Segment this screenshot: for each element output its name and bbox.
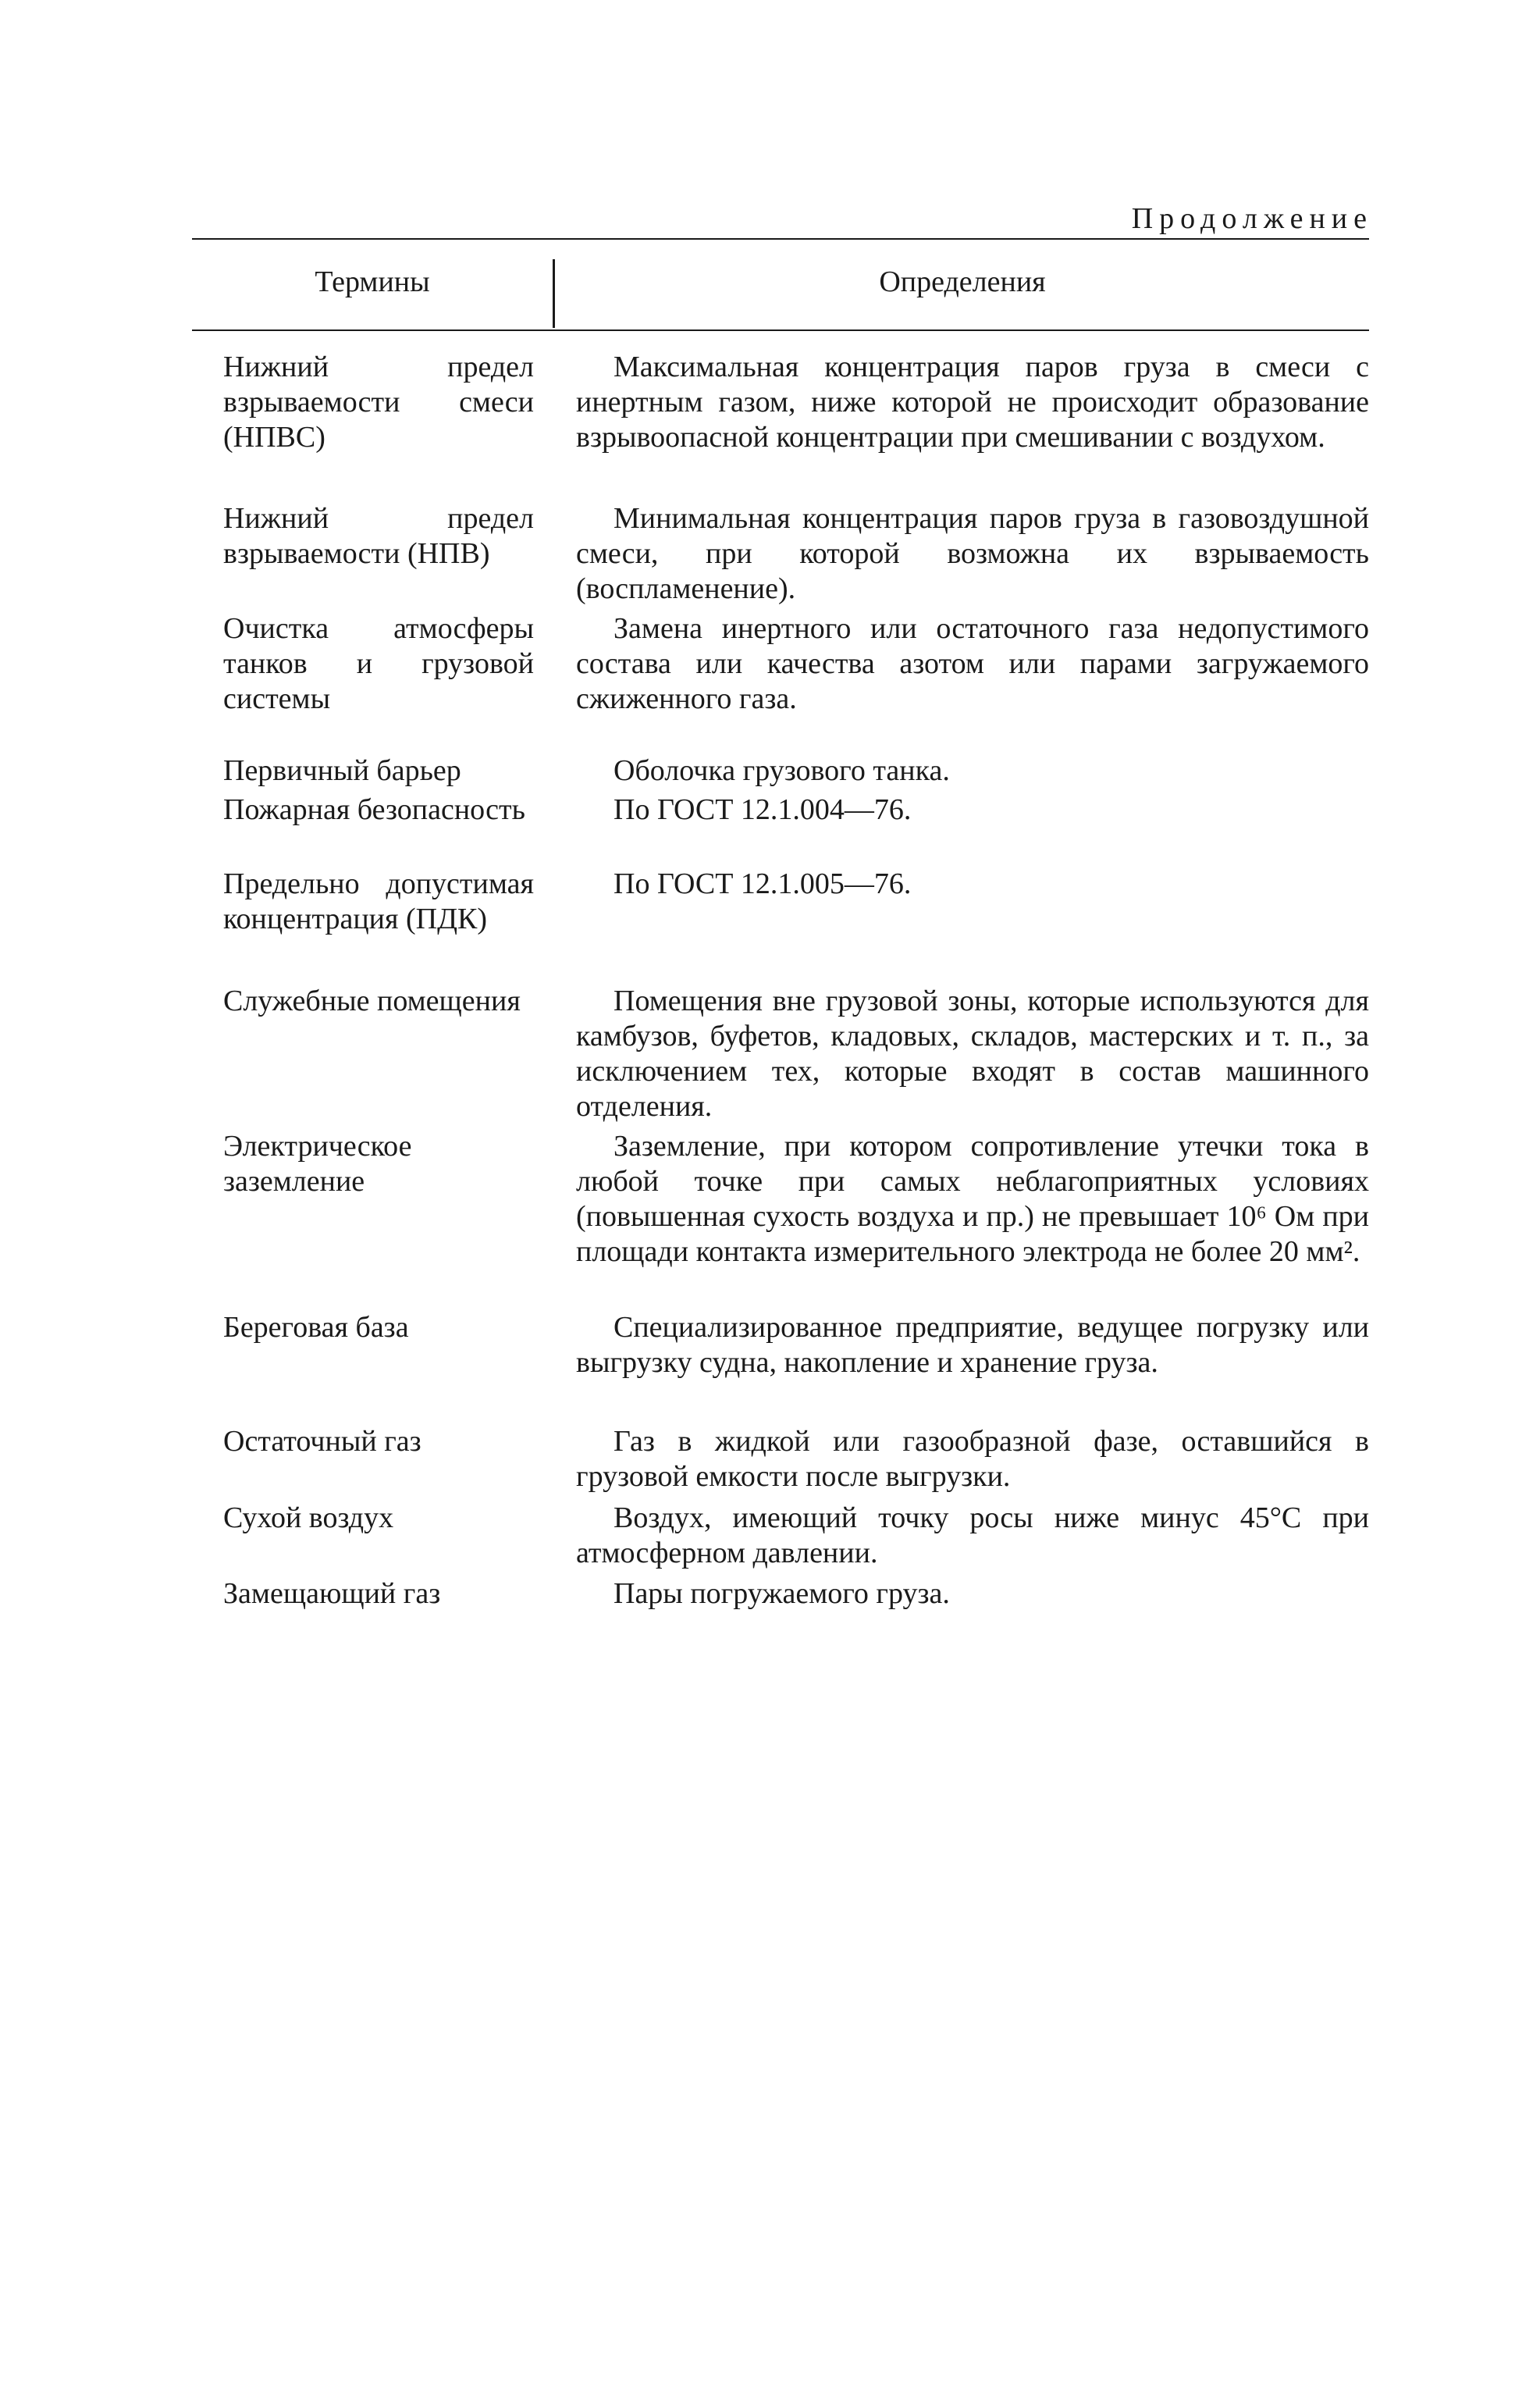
table-row [192, 501, 1369, 611]
header-column-divider [553, 259, 555, 328]
definition-cell: Замена инертного или остаточного газа недопустимого состава или качества азотом или парами загружаемого сжиженного газа. [576, 612, 1369, 715]
column-header-terms: Термины [315, 265, 430, 298]
definition-cell: По ГОСТ 12.1.005—76. [614, 867, 912, 900]
column-header-definitions: Определения [879, 265, 1046, 298]
table-row [192, 1576, 1369, 1615]
table-row [192, 350, 1369, 501]
table-row [192, 792, 1369, 867]
continuation-label: Продолжение [1131, 202, 1373, 235]
definition-cell: Максимальная концентрация паров груза в смеси с инертным газом, ниже которой не происходит образование взрывоопасной концентрации при смешивании с воздухом. [576, 351, 1369, 454]
definition-cell: Пары погружаемого груза. [614, 1577, 950, 1610]
term-cell: Пожарная безопасность [223, 793, 525, 826]
table-row [192, 867, 1369, 984]
definition-cell: Помещения вне грузовой зоны, которые используются для камбузов, буфетов, кладовых, складов, мастерских и т. п., за исключением тех, которые входят в состав машинного отделения. [576, 985, 1369, 1123]
definitions-table-body [192, 350, 1369, 1615]
term-cell: Служебные помещения [223, 985, 521, 1017]
table-row [192, 1501, 1369, 1576]
definition-cell: Оболочка грузового танка. [614, 754, 950, 787]
term-cell: Береговая база [223, 1311, 409, 1344]
term-cell: Нижний предел взрываемости смеси (НПВС) [223, 351, 534, 454]
definition-cell: Специализированное предприятие, ведущее погрузку или выгрузку судна, накопление и хранение груза. [576, 1311, 1369, 1379]
table-header-rule [192, 329, 1369, 331]
table-top-rule [192, 238, 1369, 240]
definition-cell: Воздух, имеющий точку росы ниже минус 45°C при атмосферном давлении. [576, 1501, 1369, 1569]
term-cell: Первичный барьер [223, 754, 461, 787]
definition-cell: Минимальная концентрация паров груза в газовоздушной смеси, при которой возможна их взрываемость (воспламенение). [576, 502, 1369, 605]
term-cell: Предельно допустимая концентрация (ПДК) [223, 867, 534, 935]
term-cell: Замещающий газ [223, 1577, 441, 1610]
table-row [192, 1424, 1369, 1501]
table-row [192, 753, 1369, 792]
definition-cell: Заземление, при котором сопротивление утечки тока в любой точке при самых неблагоприятных условиях (повышенная сухость воздуха и пр.) не превышает 10⁶ Ом при площади контакта измерительного электрода не более 20 мм². [576, 1130, 1369, 1268]
table-row [192, 984, 1369, 1129]
term-cell: Нижний предел взрываемости (НПВ) [223, 502, 534, 570]
definition-cell: По ГОСТ 12.1.004—76. [614, 793, 912, 826]
table-row [192, 611, 1369, 753]
term-cell: Очистка атмосферы танков и грузовой системы [223, 612, 534, 715]
term-cell: Электрическое заземление [223, 1130, 412, 1198]
term-cell: Сухой воздух [223, 1501, 394, 1534]
table-row [192, 1129, 1369, 1310]
term-cell: Остаточный газ [223, 1425, 421, 1458]
table-row [192, 1310, 1369, 1424]
definition-cell: Газ в жидкой или газообразной фазе, оставшийся в грузовой емкости после выгрузки. [576, 1425, 1369, 1493]
